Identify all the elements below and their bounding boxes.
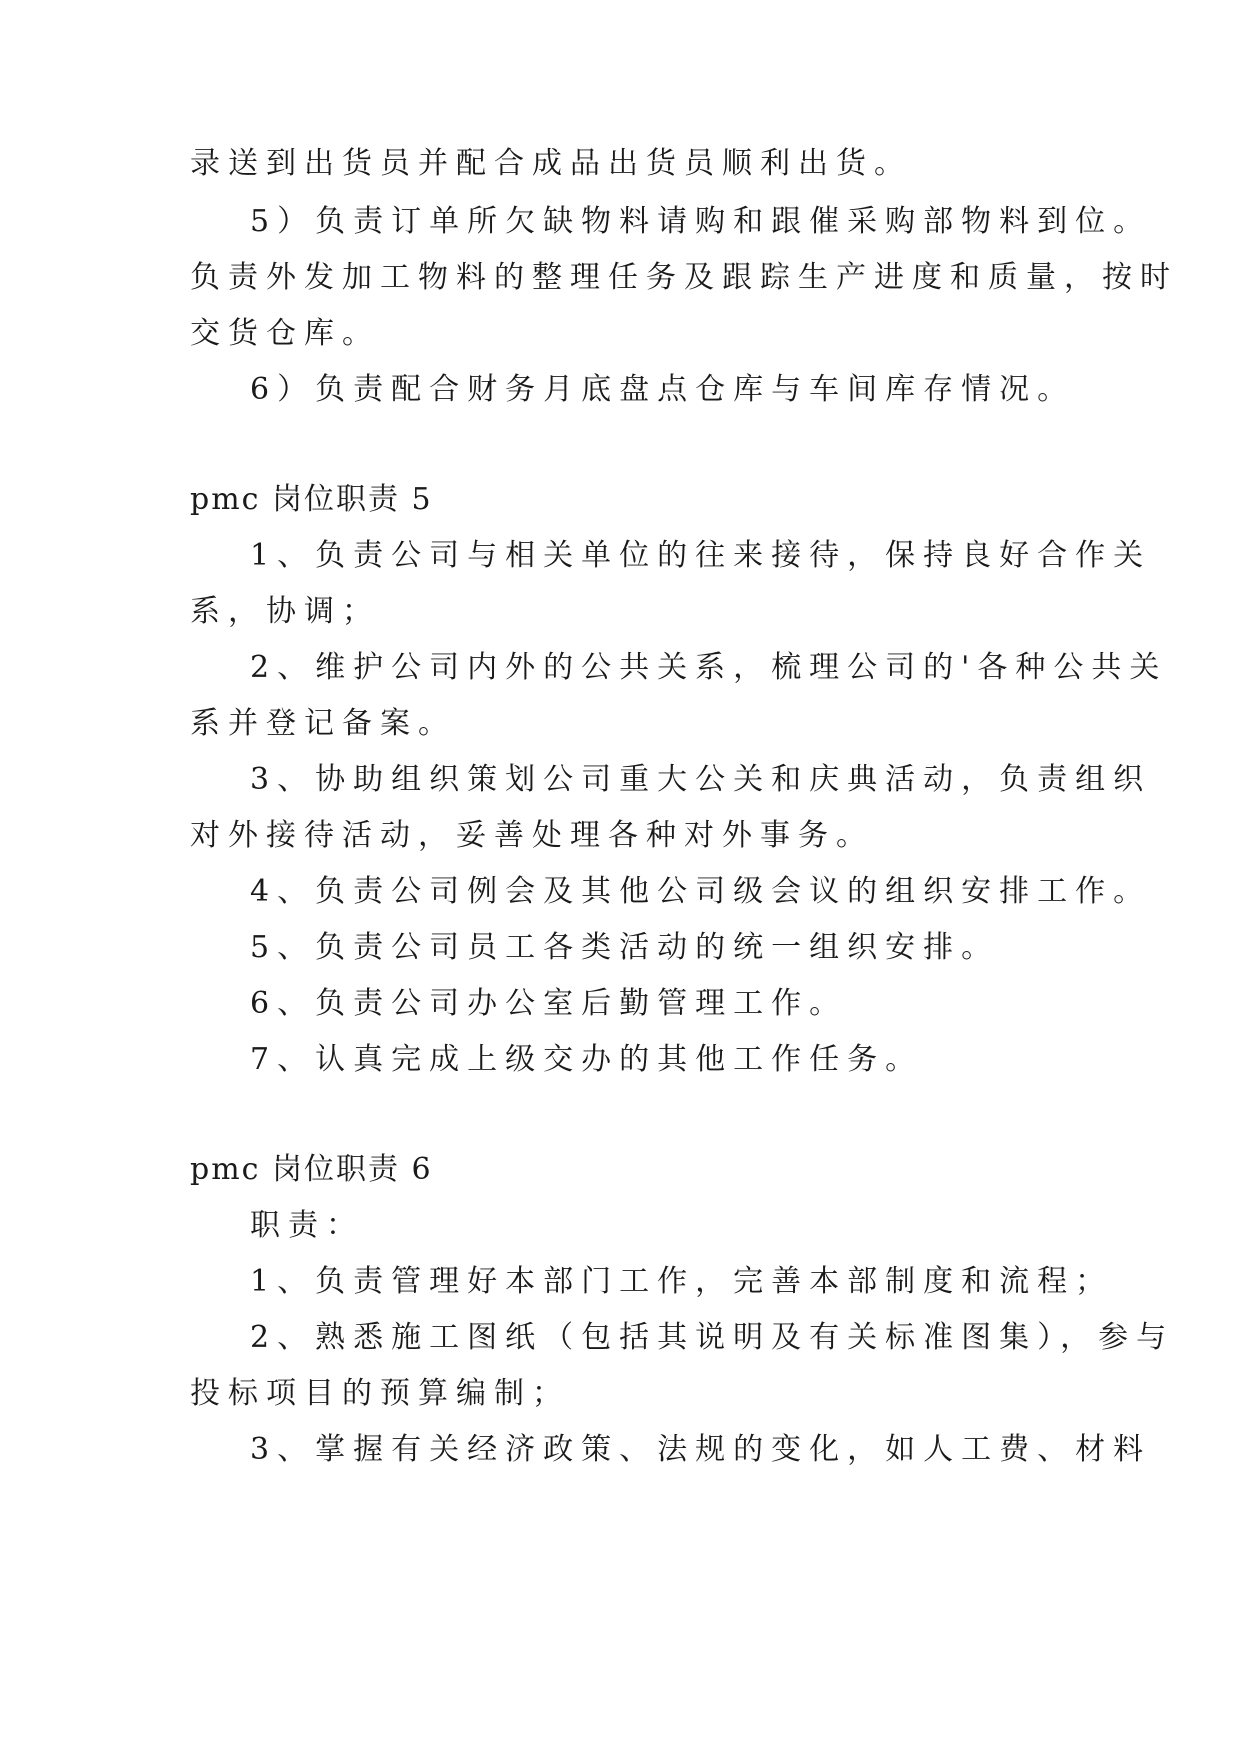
paragraph-line: 职责： — [250, 1208, 364, 1243]
paragraph-line: 4、负责公司例会及其他公司级会议的组织安排工作。 — [250, 874, 1152, 909]
paragraph-line: 3、协助组织策划公司重大公关和庆典活动，负责组织 — [250, 762, 1152, 797]
paragraph-line: 系，协调； — [190, 594, 380, 629]
paragraph-line: 7、认真完成上级交办的其他工作任务。 — [250, 1042, 924, 1077]
section-heading: pmc 岗位职责 6 — [190, 1152, 433, 1187]
paragraph-line: 3、掌握有关经济政策、法规的变化，如人工费、材料 — [250, 1432, 1152, 1467]
paragraph-line: 录送到出货员并配合成品出货员顺利出货。 — [190, 146, 912, 181]
paragraph-line: 投标项目的预算编制； — [190, 1376, 570, 1411]
paragraph-line: 6、负责公司办公室后勤管理工作。 — [250, 986, 848, 1021]
paragraph-line: 负责外发加工物料的整理任务及跟踪生产进度和质量，按时 — [190, 260, 1178, 295]
paragraph-line: 2、维护公司内外的公共关系，梳理公司的'各种公共关 — [250, 650, 1168, 685]
paragraph-line: 5、负责公司员工各类活动的统一组织安排。 — [250, 930, 1000, 965]
paragraph-line: 1、负责公司与相关单位的往来接待，保持良好合作关 — [250, 538, 1152, 573]
paragraph-line: 6）负责配合财务月底盘点仓库与车间库存情况。 — [250, 372, 1076, 407]
paragraph-line: 系并登记备案。 — [190, 706, 456, 741]
paragraph-line: 2、熟悉施工图纸（包括其说明及有关标准图集），参与 — [250, 1320, 1175, 1355]
section-heading: pmc 岗位职责 5 — [190, 482, 433, 517]
paragraph-line: 5）负责订单所欠缺物料请购和跟催采购部物料到位。 — [250, 204, 1152, 239]
paragraph-line: 1、负责管理好本部门工作，完善本部制度和流程； — [250, 1264, 1114, 1299]
paragraph-line: 交货仓库。 — [190, 316, 380, 351]
paragraph-line: 对外接待活动，妥善处理各种对外事务。 — [190, 818, 874, 853]
